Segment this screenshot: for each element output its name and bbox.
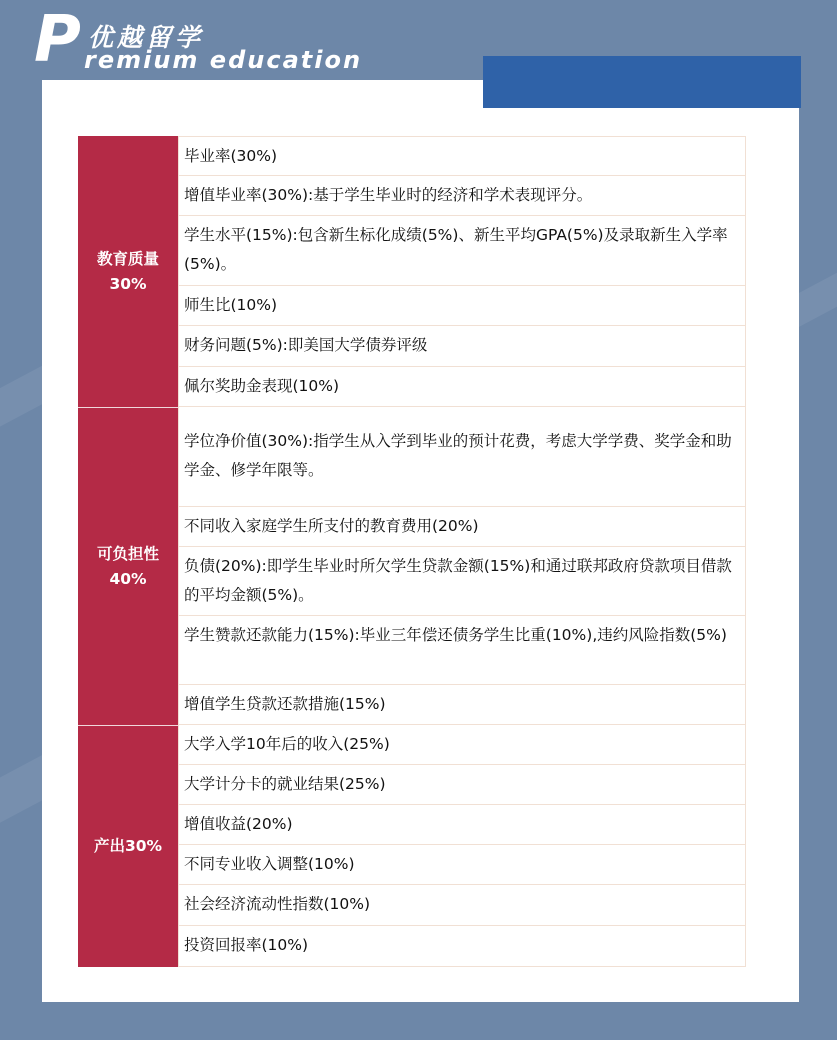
table-row: 不同专业收入调整(10%) [178,845,746,885]
table-row: 佩尔奖助金表现(10%) [178,367,746,407]
table-row: 毕业率(30%) [178,136,746,176]
category-name: 产出30% [93,837,163,855]
category-affordability [78,407,178,725]
table-row: 不同收入家庭学生所支付的教育费用(20%) [178,507,746,547]
category-name: 可负担性 [96,544,159,563]
category-name: 教育质量 [96,249,159,268]
table-row: 学生赞款还款能力(15%):毕业三年偿还债务学生比重(10%),违约风险指数(5%) [178,616,746,685]
category-weight: 30% [109,274,147,293]
category-education-quality [78,136,178,407]
table-row: 增值毕业率(30%):基于学生毕业时的经济和学术表现评分。 [178,176,746,216]
table-row: 财务问题(5%):即美国大学债券评级 [178,326,746,367]
table-row: 大学入学10年后的收入(25%) [178,725,746,765]
table-row: 增值收益(20%) [178,805,746,845]
category-outcomes [78,725,178,967]
table-row: 投资回报率(10%) [178,926,746,967]
logo-letter: P [34,3,81,77]
ranking-criteria-table [78,136,746,967]
table-row: 师生比(10%) [178,286,746,326]
table-row: 增值学生贷款还款措施(15%) [178,685,746,725]
logo [34,3,374,77]
table-row: 社会经济流动性指数(10%) [178,885,746,926]
category-weight: 40% [109,569,147,588]
logo-english-text: remium education [84,46,363,74]
table-row: 学生水平(15%):包含新生标化成绩(5%)、新生平均GPA(5%)及录取新生入学率(5%)。 [178,216,746,286]
table-row: 学位净价值(30%):指学生从入学到毕业的预计花费，考虑大学学费、奖学金和助学金、修学年限等。 [178,407,746,507]
table-row: 大学计分卡的就业结果(25%) [178,765,746,805]
header-bar [483,56,801,108]
logo-chinese-text: 优越留学 [88,23,205,52]
table-row: 负债(20%):即学生毕业时所欠学生贷款金额(15%)和通过联邦政府贷款项目借款的平均金额(5%)。 [178,547,746,616]
